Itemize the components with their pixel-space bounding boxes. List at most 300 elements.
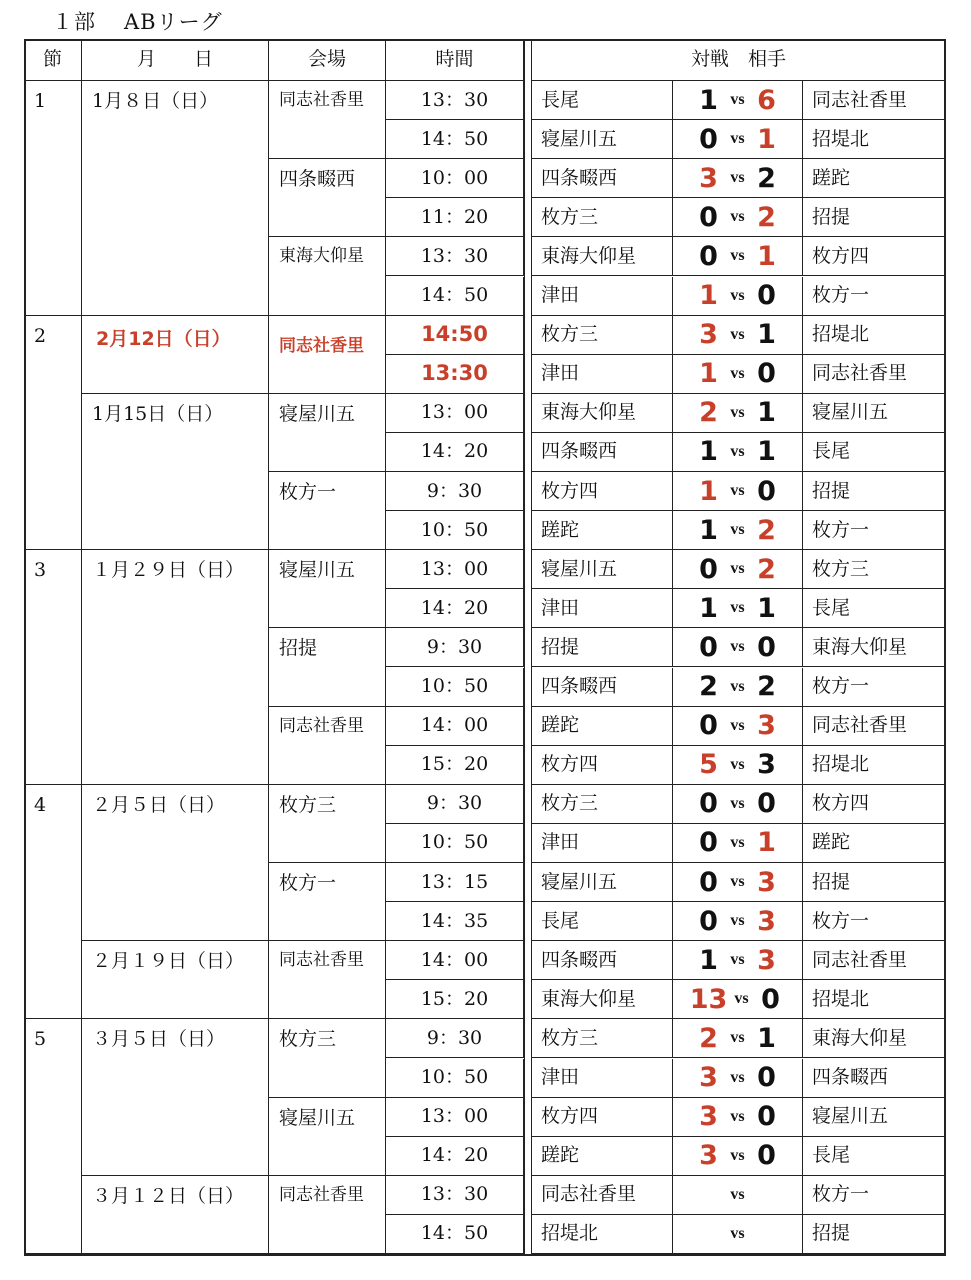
time-cell-text: 14：50 <box>420 127 489 150</box>
date-cell <box>82 316 269 394</box>
venue-cell-text: 寝屋川五 <box>279 559 356 582</box>
away-team <box>803 159 946 198</box>
home-team <box>532 1019 673 1058</box>
score-cell <box>673 1215 803 1254</box>
score-cell <box>673 1059 803 1098</box>
away-team <box>803 1059 946 1098</box>
away-team <box>803 316 946 355</box>
home-team <box>532 902 673 941</box>
home-team-text: 四条畷西 <box>541 675 618 698</box>
vs-label: vs <box>730 560 745 578</box>
score-cell <box>673 1019 803 1058</box>
time-cell-text: 13：15 <box>420 870 489 893</box>
away-team <box>803 550 946 589</box>
venue-cell <box>269 472 386 550</box>
home-score: 3 <box>699 319 718 351</box>
time-cell <box>386 1019 524 1058</box>
away-team-text: 同志社香里 <box>812 948 908 971</box>
time-cell-text: 13：00 <box>420 401 489 424</box>
away-team-text: 招堤北 <box>812 127 870 150</box>
home-team <box>532 863 673 902</box>
time-cell <box>386 511 524 550</box>
home-team <box>532 159 673 198</box>
round-cell <box>24 316 82 551</box>
header-time-text: 時間 <box>435 48 474 70</box>
away-score: 1 <box>757 123 776 155</box>
away-score: 3 <box>757 944 776 976</box>
away-score: 0 <box>757 1140 776 1172</box>
vs-label: vs <box>730 247 745 265</box>
time-cell-text: 14：35 <box>420 909 489 932</box>
time-cell-text: 13：00 <box>420 1105 489 1128</box>
home-team <box>532 472 673 511</box>
away-team-text: 長尾 <box>812 440 851 463</box>
division-label: １部 <box>52 10 96 34</box>
away-score: 1 <box>757 397 776 429</box>
home-team <box>532 433 673 472</box>
vs-label: vs <box>730 716 745 734</box>
score-cell <box>673 589 803 628</box>
away-team <box>803 824 946 863</box>
away-team-text: 東海大仰星 <box>812 635 908 658</box>
home-team-text: 津田 <box>541 284 580 307</box>
date-cell-text: 1月15日（日） <box>92 402 224 425</box>
time-cell <box>386 237 524 276</box>
away-score: 1 <box>757 436 776 468</box>
vs-label: vs <box>730 755 745 773</box>
venue-cell <box>269 81 386 159</box>
time-cell <box>386 550 524 589</box>
away-team <box>803 511 946 550</box>
away-score: 1 <box>757 1022 776 1054</box>
away-team-text: 枚方一 <box>812 518 870 541</box>
venue-cell-text: 寝屋川五 <box>279 1106 356 1129</box>
venue-cell-text: 寝屋川五 <box>279 402 356 425</box>
schedule-table <box>24 39 946 1256</box>
venue-cell <box>269 1176 386 1254</box>
vs-label: vs <box>730 873 745 891</box>
header-venue-text: 会場 <box>307 48 346 70</box>
away-team-text: 同志社香里 <box>812 362 908 385</box>
score-cell <box>673 628 803 667</box>
away-team-text: 四条畷西 <box>812 1066 889 1089</box>
score-cell <box>673 316 803 355</box>
time-cell-text: 14：20 <box>420 440 489 463</box>
vs-label: vs <box>730 1107 745 1125</box>
time-cell-text: 14:50 <box>421 322 488 347</box>
score-cell <box>673 550 803 589</box>
home-score: 1 <box>699 944 718 976</box>
time-cell <box>386 824 524 863</box>
home-team-text: 長尾 <box>541 88 580 111</box>
time-cell <box>386 433 524 472</box>
home-team <box>532 1059 673 1098</box>
column-divider <box>524 39 532 1256</box>
home-team-text: 津田 <box>541 831 580 854</box>
home-score: 3 <box>699 1062 718 1094</box>
home-team-text: 枚方四 <box>541 753 599 776</box>
time-cell-text: 9：30 <box>426 479 483 502</box>
time-cell <box>386 277 524 316</box>
away-team-text: 枚方一 <box>812 909 870 932</box>
away-team-text: 長尾 <box>812 596 851 619</box>
away-team-text: 蹉跎 <box>812 166 851 189</box>
home-team <box>532 316 673 355</box>
vs-label: vs <box>730 638 745 656</box>
date-cell-text: 2月12日（日） <box>96 327 231 350</box>
home-score: 1 <box>699 84 718 116</box>
time-cell-text: 10：50 <box>420 675 489 698</box>
away-score: 0 <box>757 1062 776 1094</box>
home-team-text: 枚方三 <box>541 205 599 228</box>
home-team-text: 招堤北 <box>541 1222 599 1245</box>
venue-cell <box>269 707 386 785</box>
home-team-text: 枚方四 <box>541 1105 599 1128</box>
time-cell <box>386 980 524 1019</box>
time-cell <box>386 316 524 355</box>
home-team <box>532 394 673 433</box>
home-team-text: 枚方三 <box>541 792 599 815</box>
away-team-text: 同志社香里 <box>812 714 908 737</box>
score-cell <box>673 511 803 550</box>
home-team-text: 東海大仰星 <box>541 244 637 267</box>
score-cell <box>673 941 803 980</box>
away-score: 2 <box>757 162 776 194</box>
away-team <box>803 277 946 316</box>
vs-label: vs <box>730 951 745 969</box>
round-cell-text: 2 <box>34 324 47 347</box>
home-team-text: 枚方四 <box>541 479 599 502</box>
header-venue <box>269 39 386 81</box>
home-team <box>532 355 673 394</box>
date-cell <box>82 941 269 1019</box>
vs-label: vs <box>730 482 745 500</box>
round-cell-text: 4 <box>34 793 47 816</box>
vs-label: vs <box>730 1068 745 1086</box>
venue-cell-text: 同志社香里 <box>279 950 364 971</box>
date-cell-text: ２月１９日（日） <box>92 950 245 973</box>
home-score: 2 <box>699 1022 718 1054</box>
vs-label: vs <box>730 169 745 187</box>
page-title <box>52 6 223 36</box>
time-cell-text: 14：00 <box>420 948 489 971</box>
round-cell-text: 1 <box>34 90 47 112</box>
date-cell <box>82 394 269 550</box>
time-cell-text: 9：30 <box>426 792 483 815</box>
round-cell <box>24 81 82 316</box>
venue-cell-text: 東海大仰星 <box>279 246 364 267</box>
away-team-text: 招堤北 <box>812 323 870 346</box>
vs-label: vs <box>730 599 745 617</box>
date-cell-text: ３月５日（日） <box>92 1028 226 1051</box>
home-team <box>532 707 673 746</box>
date-cell <box>82 550 269 785</box>
away-team <box>803 863 946 902</box>
away-score: 2 <box>757 553 776 585</box>
away-team-text: 招提 <box>812 870 851 893</box>
score-cell <box>673 237 803 276</box>
time-cell <box>386 589 524 628</box>
home-team-text: 寝屋川五 <box>541 870 618 893</box>
venue-cell <box>269 863 386 941</box>
home-score: 1 <box>699 592 718 624</box>
score-cell <box>673 394 803 433</box>
time-cell-text: 13：30 <box>420 1183 489 1206</box>
venue-cell-text: 同志社香里 <box>279 715 364 736</box>
time-cell-text: 13：30 <box>420 88 489 111</box>
home-score: 0 <box>699 201 718 233</box>
time-cell <box>386 668 524 707</box>
venue-cell <box>269 628 386 706</box>
away-team-text: 枚方三 <box>812 557 870 580</box>
time-cell-text: 14：20 <box>420 1144 489 1167</box>
score-cell <box>673 433 803 472</box>
home-team <box>532 277 673 316</box>
away-score: 3 <box>757 866 776 898</box>
home-score: 0 <box>699 905 718 937</box>
away-team <box>803 628 946 667</box>
time-cell <box>386 120 524 159</box>
away-team <box>803 1019 946 1058</box>
header-round <box>24 39 82 81</box>
vs-label: vs <box>730 677 745 695</box>
time-cell-text: 14：20 <box>420 596 489 619</box>
date-cell-text: 1月８日（日） <box>92 90 219 112</box>
time-cell <box>386 902 524 941</box>
away-team-text: 招提 <box>812 1222 851 1245</box>
round-cell-text: 5 <box>34 1028 47 1051</box>
time-cell <box>386 1215 524 1254</box>
time-cell-text: 10：50 <box>420 1066 489 1089</box>
home-team-text: 長尾 <box>541 909 580 932</box>
time-cell-text: 9：30 <box>426 635 483 658</box>
home-team <box>532 628 673 667</box>
time-cell-text: 14：00 <box>420 714 489 737</box>
vs-label: vs <box>730 1029 745 1047</box>
time-cell <box>386 746 524 785</box>
home-team <box>532 1215 673 1254</box>
venue-cell <box>269 316 386 394</box>
date-cell-text: ３月１２日（日） <box>92 1184 245 1207</box>
away-team <box>803 902 946 941</box>
header-date-text: 月 日 <box>136 48 213 70</box>
header-date <box>82 39 269 81</box>
home-team <box>532 746 673 785</box>
score-cell <box>673 198 803 237</box>
time-cell-text: 10：00 <box>420 166 489 189</box>
away-team <box>803 394 946 433</box>
score-cell <box>673 355 803 394</box>
home-team-text: 寝屋川五 <box>541 127 618 150</box>
home-score: 0 <box>699 123 718 155</box>
vs-label: vs <box>730 442 745 460</box>
score-cell <box>673 785 803 824</box>
vs-label: vs <box>730 833 745 851</box>
round-cell-text: 3 <box>34 559 47 582</box>
score-cell <box>673 824 803 863</box>
home-score: 1 <box>699 436 718 468</box>
away-score: 2 <box>757 514 776 546</box>
venue-cell <box>269 1019 386 1097</box>
away-team-text: 枚方四 <box>812 792 870 815</box>
vs-label: vs <box>730 794 745 812</box>
vs-label: vs <box>730 1185 745 1203</box>
venue-cell <box>269 1098 386 1176</box>
time-cell-text: 13:30 <box>421 361 488 386</box>
away-score: 0 <box>757 475 776 507</box>
home-score: 1 <box>699 475 718 507</box>
time-cell-text: 13：30 <box>420 244 489 267</box>
venue-cell-text: 枚方一 <box>279 872 337 894</box>
away-team-text: 寝屋川五 <box>812 401 889 424</box>
venue-cell <box>269 550 386 628</box>
home-team <box>532 668 673 707</box>
time-cell <box>386 785 524 824</box>
home-team-text: 蹉跎 <box>541 714 580 737</box>
away-score: 1 <box>757 240 776 272</box>
header-opponent-text: 対戦 相手 <box>690 48 786 70</box>
away-team-text: 蹉跎 <box>812 831 851 854</box>
away-team <box>803 707 946 746</box>
score-cell <box>673 1176 803 1215</box>
time-cell-text: 11：20 <box>420 205 489 228</box>
vs-label: vs <box>730 1224 745 1242</box>
date-cell <box>82 1019 269 1175</box>
score-cell <box>673 902 803 941</box>
home-team-text: 蹉跎 <box>541 1144 580 1167</box>
away-score: 0 <box>757 358 776 390</box>
venue-cell-text: 同志社香里 <box>279 90 364 110</box>
time-cell-text: 9：30 <box>426 1026 483 1049</box>
away-team <box>803 355 946 394</box>
home-team-text: 招提 <box>541 635 580 658</box>
vs-label: vs <box>730 1146 745 1164</box>
home-team-text: 津田 <box>541 362 580 385</box>
home-team <box>532 941 673 980</box>
home-score: 2 <box>699 397 718 429</box>
score-cell <box>673 159 803 198</box>
home-score: 1 <box>699 280 718 312</box>
venue-cell <box>269 159 386 237</box>
time-cell <box>386 198 524 237</box>
away-team-text: 招堤北 <box>812 753 870 776</box>
away-team-text: 招提 <box>812 205 851 228</box>
home-score: 0 <box>699 710 718 742</box>
time-cell <box>386 941 524 980</box>
away-team-text: 同志社香里 <box>812 88 908 111</box>
away-score: 0 <box>757 788 776 820</box>
home-team-text: 同志社香里 <box>541 1183 637 1206</box>
home-team <box>532 589 673 628</box>
away-team <box>803 941 946 980</box>
away-team-text: 招提 <box>812 479 851 502</box>
home-team-text: 寝屋川五 <box>541 557 618 580</box>
score-cell <box>673 863 803 902</box>
home-score: 3 <box>699 1101 718 1133</box>
league-label: ABリーグ <box>124 10 223 34</box>
date-cell <box>82 785 269 941</box>
time-cell <box>386 1176 524 1215</box>
away-team <box>803 785 946 824</box>
header-opponent <box>532 39 946 81</box>
home-team <box>532 120 673 159</box>
away-team <box>803 1215 946 1254</box>
venue-cell-text: 枚方三 <box>279 793 337 816</box>
time-cell-text: 15：20 <box>420 987 489 1010</box>
away-score: 1 <box>757 319 776 351</box>
vs-label: vs <box>730 403 745 421</box>
venue-cell-text: 招提 <box>279 637 318 660</box>
time-cell-text: 13：00 <box>420 557 489 580</box>
time-cell-text: 14：50 <box>420 284 489 307</box>
venue-cell-text: 同志社香里 <box>279 1184 364 1205</box>
round-cell <box>24 785 82 1020</box>
score-cell <box>673 120 803 159</box>
date-cell <box>82 81 269 316</box>
away-team-text: 寝屋川五 <box>812 1105 889 1128</box>
time-cell-text: 10：50 <box>420 831 489 854</box>
away-team <box>803 120 946 159</box>
time-cell <box>386 159 524 198</box>
away-score: 0 <box>761 983 780 1015</box>
away-score: 0 <box>757 1101 776 1133</box>
time-cell <box>386 1098 524 1137</box>
home-score: 0 <box>699 631 718 663</box>
away-team <box>803 433 946 472</box>
time-cell-text: 15：20 <box>420 753 489 776</box>
date-cell-text: １月２９日（日） <box>92 559 245 582</box>
home-team <box>532 1137 673 1176</box>
time-cell <box>386 863 524 902</box>
time-cell <box>386 628 524 667</box>
time-cell <box>386 707 524 746</box>
home-team <box>532 511 673 550</box>
venue-cell-text: 同志社香里 <box>279 335 364 356</box>
home-team-text: 蹉跎 <box>541 518 580 541</box>
date-cell <box>82 1176 269 1254</box>
venue-cell-text: 枚方三 <box>279 1028 337 1051</box>
home-score: 5 <box>699 749 718 781</box>
away-team-text: 東海大仰星 <box>812 1026 908 1049</box>
home-team <box>532 198 673 237</box>
away-team <box>803 198 946 237</box>
vs-label: vs <box>730 912 745 930</box>
home-team <box>532 237 673 276</box>
score-cell <box>673 746 803 785</box>
home-score: 3 <box>699 1140 718 1172</box>
vs-label: vs <box>730 286 745 304</box>
time-cell <box>386 81 524 120</box>
away-team-text: 枚方一 <box>812 284 870 307</box>
round-cell <box>24 550 82 785</box>
score-cell <box>673 707 803 746</box>
away-team <box>803 589 946 628</box>
away-score: 0 <box>757 631 776 663</box>
home-team <box>532 1176 673 1215</box>
away-team-text: 招堤北 <box>812 987 870 1010</box>
away-team <box>803 746 946 785</box>
home-score: 0 <box>699 553 718 585</box>
away-team-text: 枚方四 <box>812 244 870 267</box>
away-score: 6 <box>757 84 776 116</box>
away-score: 2 <box>757 671 776 703</box>
home-score: 3 <box>699 162 718 194</box>
score-cell <box>673 980 803 1019</box>
away-score: 1 <box>757 592 776 624</box>
vs-label: vs <box>730 521 745 539</box>
home-team-text: 枚方三 <box>541 1026 599 1049</box>
venue-cell-text: 四条畷西 <box>279 168 356 191</box>
